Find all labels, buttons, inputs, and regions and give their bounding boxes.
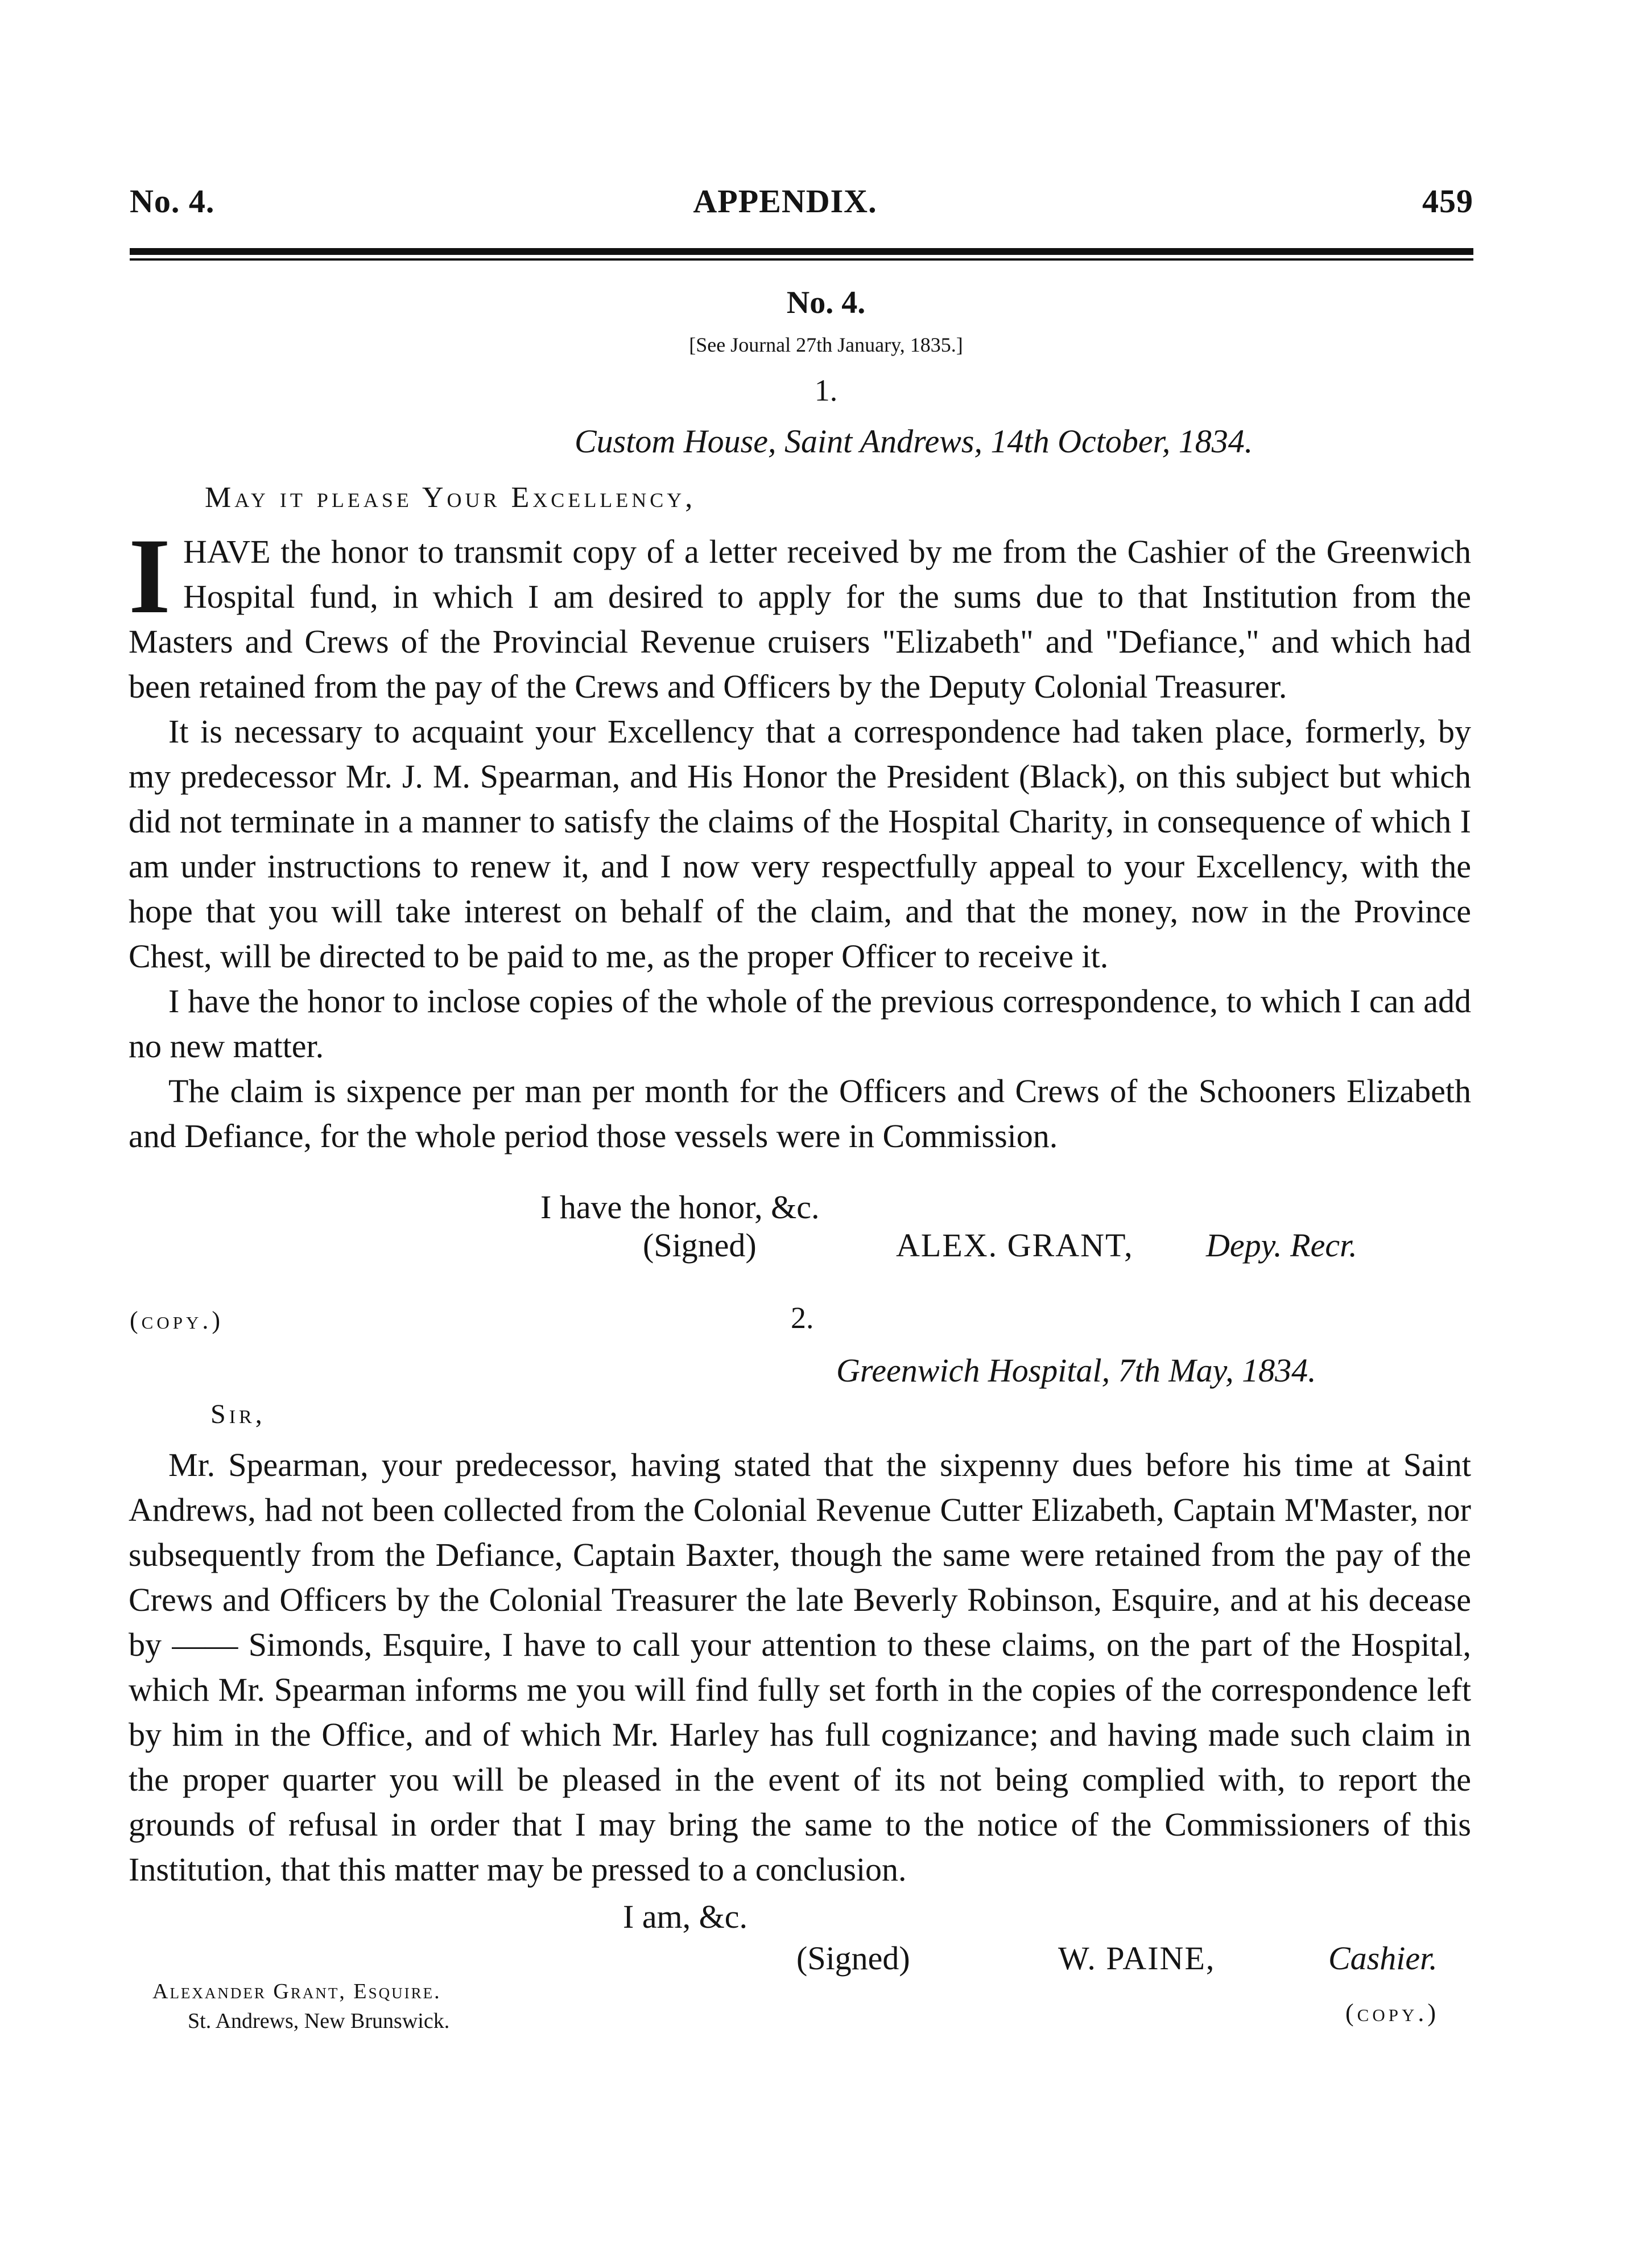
letter1-paragraph-1-text: HAVE the honor to transmit copy of a letter received by me from the Cashier of the Greenwich Hospital fund, in which I am desired to apply for the sums due to that Institution from the Masters and Crews of the Provincial Revenue cruisers "Elizabeth" and "Defiance," and which had been retained from the pay of the Crews and Officers by the Deputy Colonial Treasurer. bbox=[129, 533, 1471, 705]
header-page-number: 459 bbox=[1422, 183, 1473, 220]
letter1-place-date: Custom House, Saint Andrews, 14th October, 1834. bbox=[575, 423, 1253, 460]
letter2-signer-title: Cashier. bbox=[1328, 1940, 1438, 1977]
letter2-salutation: Sir, bbox=[210, 1399, 266, 1429]
journal-reference: [See Journal 27th January, 1835.] bbox=[689, 333, 963, 356]
drop-cap: I bbox=[129, 517, 171, 636]
header-rule bbox=[130, 248, 1473, 255]
letter1-body bbox=[129, 517, 1471, 1158]
letter2-copy-label-bottom: (copy.) bbox=[1345, 1999, 1439, 2027]
letter1-signer-name: ALEX. GRANT, bbox=[896, 1227, 1134, 1264]
header-title: APPENDIX. bbox=[693, 183, 877, 220]
letter1-closing: I have the honor, &c. bbox=[540, 1189, 820, 1226]
header-page-section: No. 4. bbox=[130, 183, 215, 220]
letter2-copy-label: (copy.) bbox=[130, 1306, 224, 1334]
letter1-paragraph-2: It is necessary to acquaint your Excellency that a correspondence had taken place, formerly, by my predecessor Mr. J. M. Spearman, and His Honor the President (Black), on this subject but which did not terminate in a manner to satisfy the claims of the Hospital Charity, in consequence of which I am under instructions to renew it, and I now very respectfully appeal to your Excellency, with the hope that you will take interest on behalf of the claim, and that the money, now in the Province Chest, will be directed to be paid to me, as the proper Officer to receive it. bbox=[129, 713, 1471, 975]
letter1-salutation: May it please Your Excellency, bbox=[205, 481, 696, 514]
addressee-name: Alexander Grant, Esquire. bbox=[152, 1980, 441, 2003]
letter1-paragraph-1 bbox=[129, 517, 1471, 709]
letter1-paragraph-3: I have the honor to inclose copies of the whole of the previous correspondence, to which I can add no new matter. bbox=[129, 983, 1471, 1065]
letter1-signed: (Signed) bbox=[643, 1227, 757, 1264]
letter1-number: 1. bbox=[814, 373, 838, 407]
letter1-signer-title: Depy. Recr. bbox=[1206, 1227, 1357, 1264]
letter2-signer-name: W. PAINE, bbox=[1058, 1940, 1216, 1977]
letter2-place-date: Greenwich Hospital, 7th May, 1834. bbox=[836, 1352, 1316, 1389]
document-number: No. 4. bbox=[786, 285, 866, 320]
letter2-signed: (Signed) bbox=[796, 1940, 910, 1977]
letter2-number: 2. bbox=[791, 1301, 814, 1335]
letter2-paragraph: Mr. Spearman, your predecessor, having stated that the sixpenny dues before his time at Saint Andrews, had not been collected from the Colonial Revenue Cutter Elizabeth, Captain M'Master, nor subsequently from the Defiance, Captain Baxter, though the same were retained from the pay of the Crews and Officers by the Colonial Treasurer the late Beverly Robinson, Esquire, and at his decease by —— Simonds, Esquire, I have to call your attention to these claims, on the part of the Hospital, which Mr. Spearman informs me you will find fully set forth in the copies of the correspondence left by him in the Office, and of which Mr. Harley has full cognizance; and having made such claim in the proper quarter you will be pleased in the event of its not being complied with, to report the grounds of refusal in order that I may bring the same to the notice of the Commissioners of this Institution, that this matter may be pressed to a conclusion. bbox=[129, 1446, 1471, 1888]
letter2-body bbox=[129, 1442, 1471, 1892]
letter1-paragraph-4: The claim is sixpence per man per month for the Officers and Crews of the Schooners Elizabeth and Defiance, for the whole period those vessels were in Commission. bbox=[129, 1073, 1471, 1154]
addressee-location: St. Andrews, New Brunswick. bbox=[188, 2009, 450, 2033]
header-rule-thin bbox=[130, 258, 1473, 261]
letter2-closing: I am, &c. bbox=[623, 1898, 748, 1935]
